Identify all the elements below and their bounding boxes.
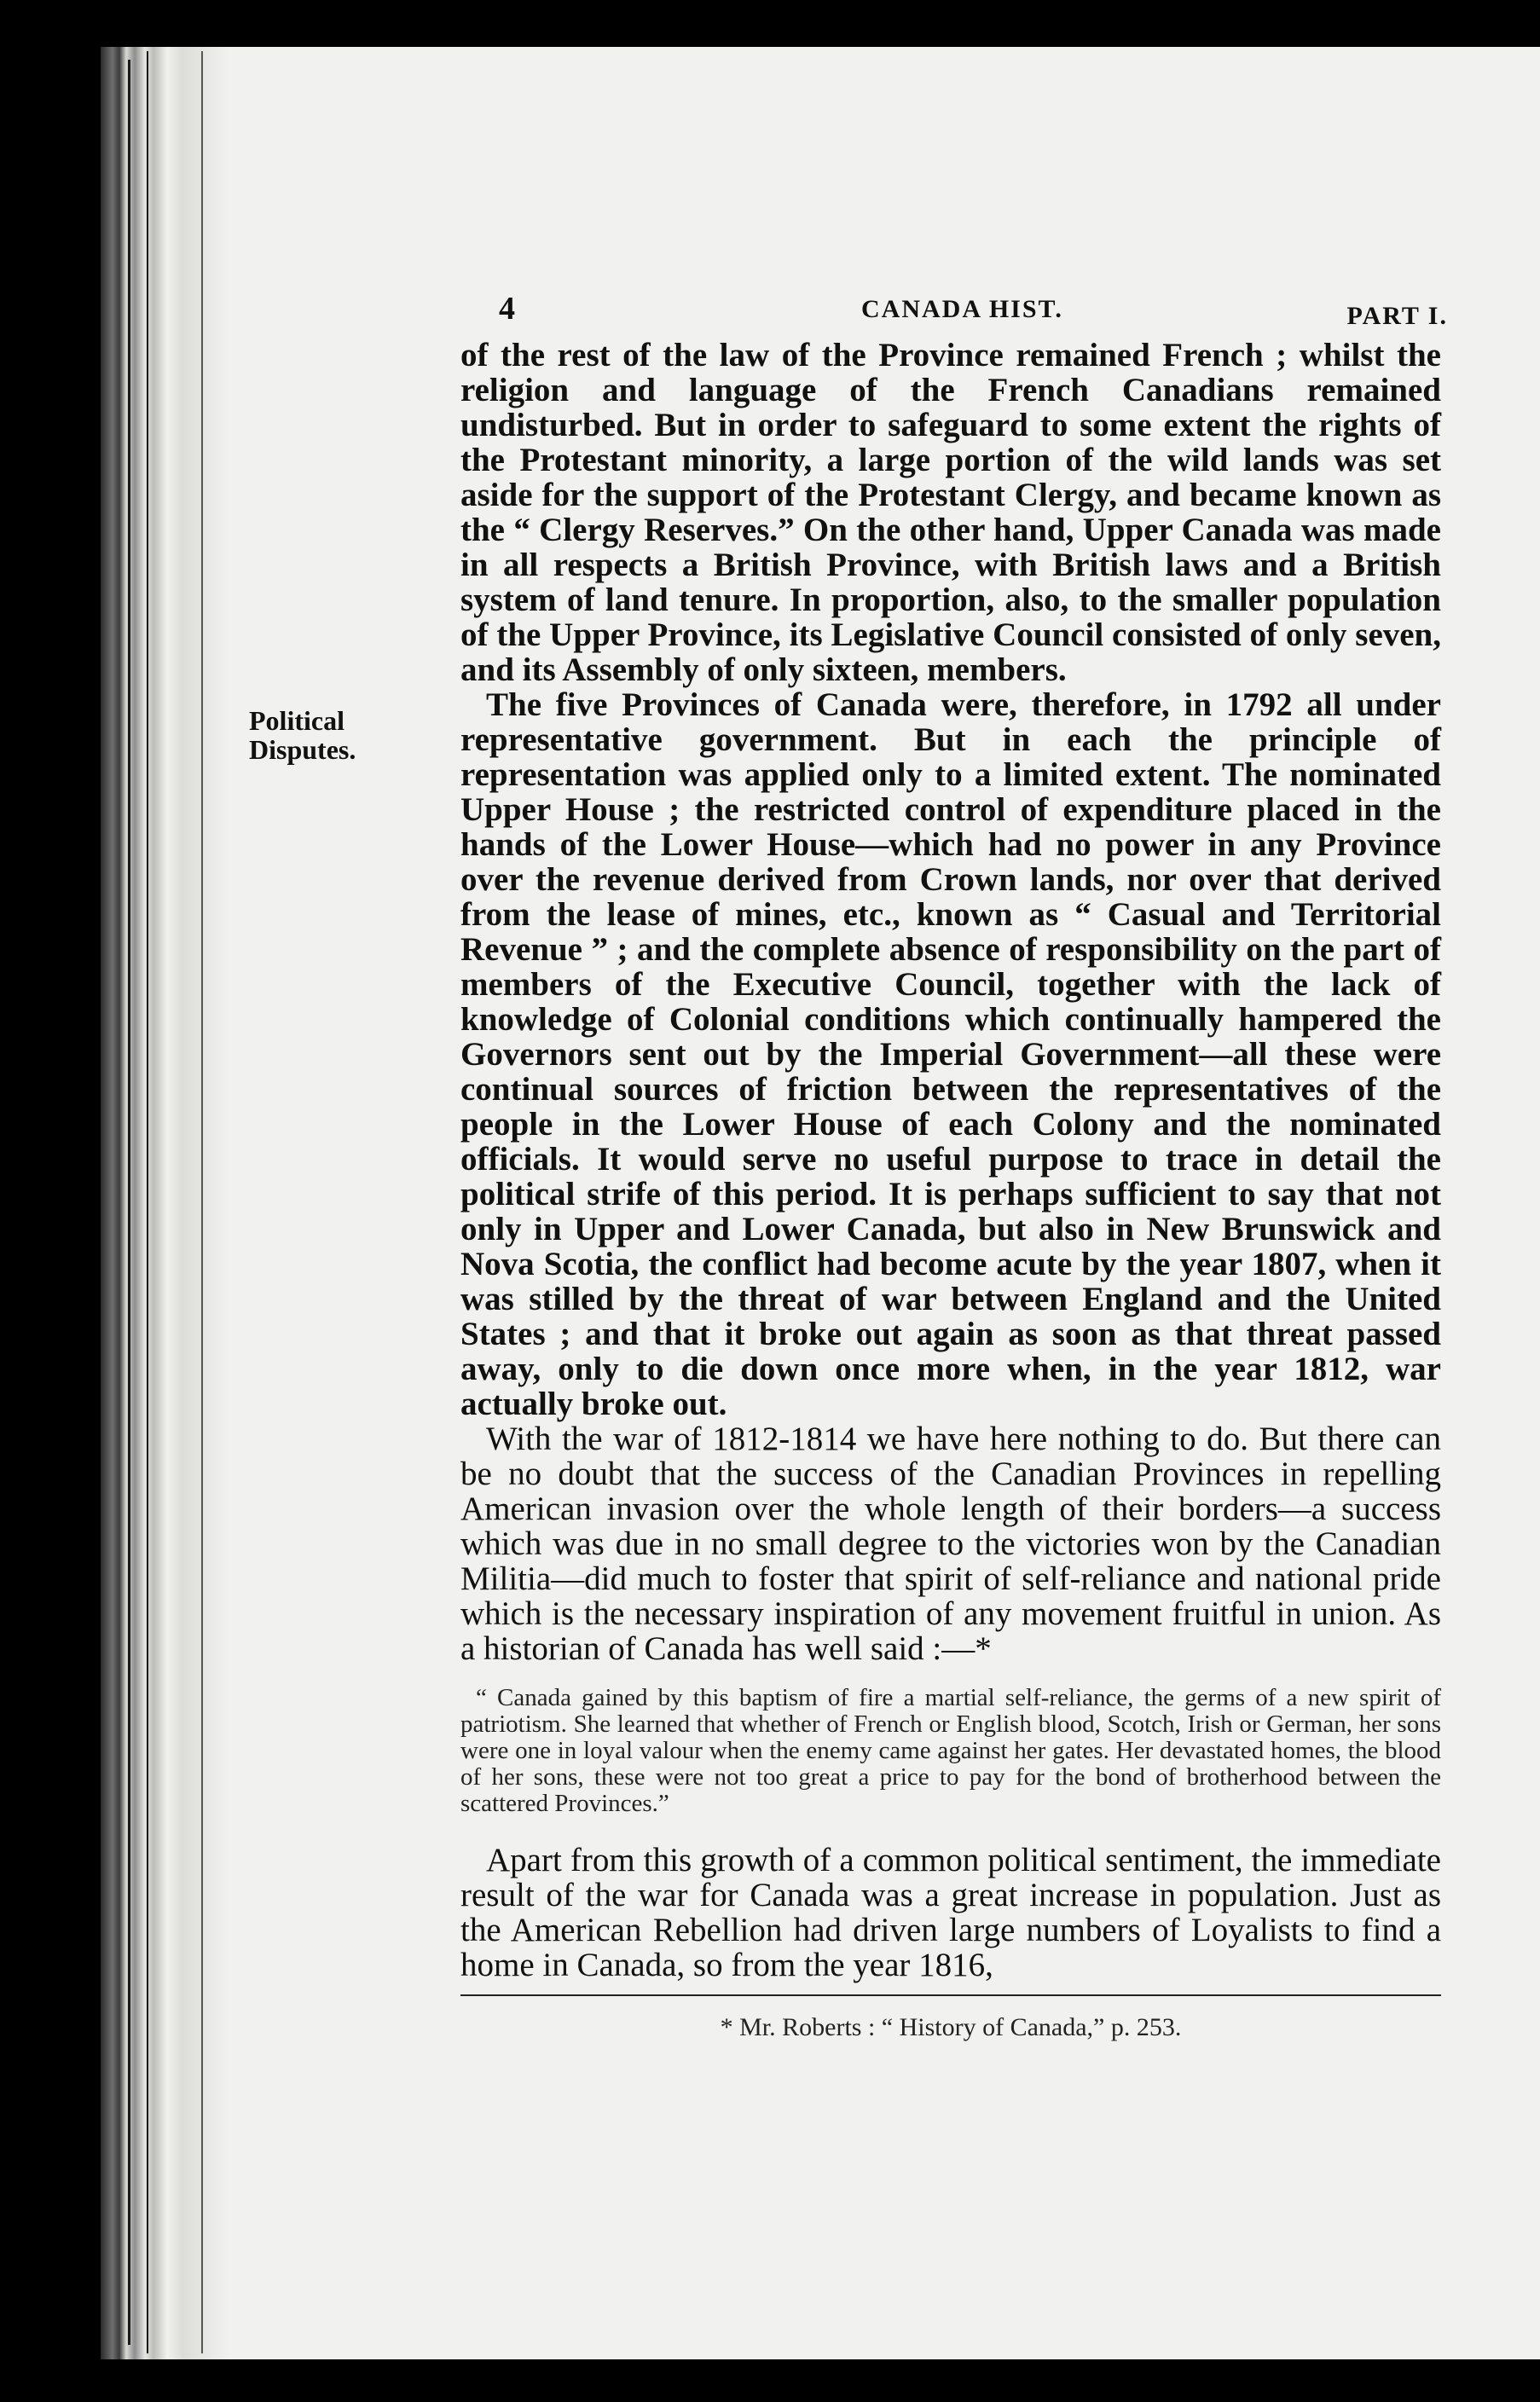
book-binding (101, 47, 229, 2359)
margin-note (249, 706, 420, 764)
running-head (460, 290, 1448, 338)
binding-line (201, 51, 203, 2353)
paragraph: The five Provinces of Canada were, therefore, in 1792 all under representative government. But in each the principle of representation was applied only to a limited extent. The nominated Upper House ; the restricted control of expenditure placed in the hands of the Lower House—which had no power in any Province over the revenue derived from Crown lands, nor over that derived from the lease of mines, etc., known as “ Casual and Territorial Revenue ” ; and the complete absence of responsibility on the part of members of the Executive Council, together with the lack of knowledge of Colonial conditions which continually hampered the Governors sent out by the Imperial Government—all these were continual sources of friction between the representatives of the people in the Lower House of each Colony and the nominated officials. It would serve no useful purpose to trace in detail the political strife of this period. It is perhaps sufficient to say that not only in Upper and Lower Canada, but also in New Brunswick and Nova Scotia, the conflict had become acute by the year 1807, when it was stilled by the threat of war between England and the United States ; and that it broke out again as soon as that threat passed away, only to die down once more when, in the year 1812, war actually broke out. (460, 686, 1441, 1422)
page-number: 4 (499, 291, 517, 327)
margin-note-line: Disputes. (249, 734, 356, 765)
page-content (460, 290, 1448, 2042)
binding-line (128, 60, 130, 2345)
paragraph: With the war of 1812-1814 we have here nothing to do. But there can be no doubt that the success of the Canadian Provinces in repelling American invasion over the whole length of their borders—a success which was due in no small degree to the victories won by the Canadian Militia—did much to foster that spirit of self-reliance and national pride which is the necessary inspiration of any movement fruitful in union. As a historian of Canada has well said :—* (460, 1421, 1441, 1667)
binding-line (147, 51, 148, 2353)
footnote-rule (460, 1994, 1441, 1996)
block-quote: “ Canada gained by this baptism of fire a martial self-reliance, the germs of a new spirit of patriotism. She learned that whether of French or English blood, Scotch, Irish or German, her sons were one in loyal valour when the enemy came against her gates. Her devastated homes, the blood of her sons, these were not too great a price to pay for the bond of brotherhood between the scattered Provinces.” (460, 1684, 1441, 1817)
footnote: * Mr. Roberts : “ History of Canada,” p. 253. (720, 2013, 1182, 2041)
paragraph: Apart from this growth of a common political sentiment, the immediate result of the war for Canada was a great increase in population. Just as the American Rebellion had driven large numbers of Loyalists to find a home in Canada, so from the year 1816, (460, 1842, 1441, 1983)
margin-note-line: Political (249, 705, 344, 736)
paragraph: of the rest of the law of the Province remained French ; whilst the religion and language of the French Canadians remained undisturbed. But in order to safeguard to some extent the rights of the Protestant minority, a large portion of the wild lands was set aside for the support of the Protestant Clergy, and became known as the “ Clergy Reserves.” On the other hand, Upper Canada was made in all respects a British Province, with British laws and a British system of land tenure. In proportion, also, to the smaller population of the Upper Province, its Legislative Council consisted of only seven, and its Assembly of only sixteen, members. (460, 337, 1441, 688)
part-label: PART I. (1346, 302, 1448, 330)
running-title: CANADA HIST. (861, 295, 1063, 323)
